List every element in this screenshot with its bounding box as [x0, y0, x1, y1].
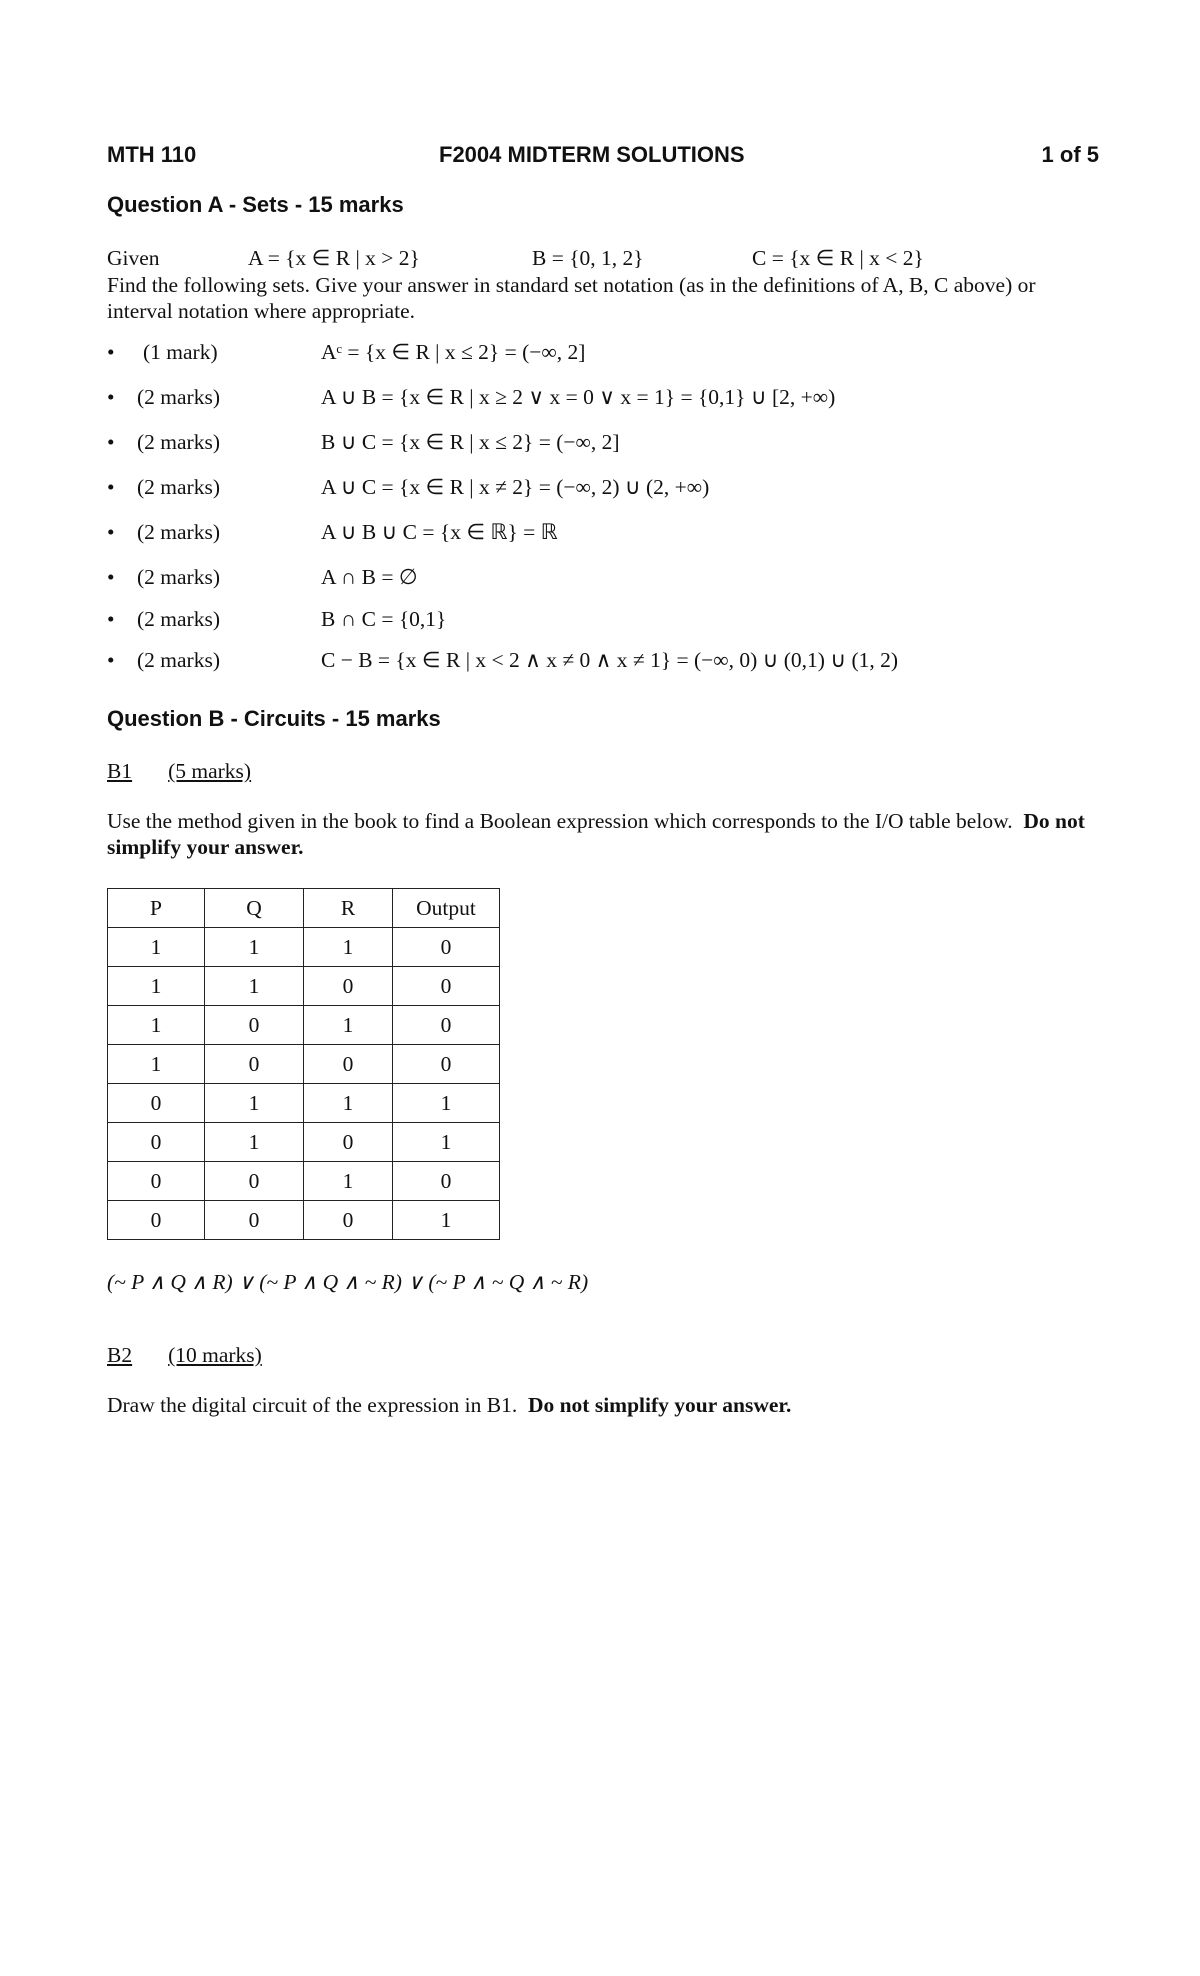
table-row: [108, 1123, 500, 1162]
table-cell: 1: [393, 1123, 500, 1162]
table-cell: 0: [205, 1162, 304, 1201]
column-header: R: [304, 889, 393, 928]
table-header-row: [108, 889, 500, 928]
table-cell: 0: [108, 1123, 205, 1162]
b1-answer-expression: (~ P ∧ Q ∧ R) ∨ (~ P ∧ Q ∧ ~ R) ∨ (~ P ∧ ~ Q ∧ ~ R): [107, 1270, 589, 1294]
table-cell: 0: [393, 928, 500, 967]
table-cell: 0: [108, 1162, 205, 1201]
list-item: [107, 607, 1099, 637]
list-item: [107, 430, 1099, 460]
list-item: [107, 565, 1099, 595]
bullet-icon: •: [107, 565, 115, 589]
io-table: [107, 888, 500, 1240]
table-cell: 1: [304, 1084, 393, 1123]
column-header: Q: [205, 889, 304, 928]
page-header: [107, 142, 1099, 172]
table-cell: 0: [393, 1006, 500, 1045]
bullet-icon: •: [107, 648, 115, 672]
item-answer: B ∩ C = {0,1}: [321, 607, 447, 631]
course-code: MTH 110: [107, 142, 197, 167]
item-marks: (2 marks): [137, 430, 220, 454]
b1-instructions: [107, 808, 1099, 860]
table-cell: 0: [205, 1045, 304, 1084]
item-marks: (2 marks): [137, 607, 220, 631]
table-cell: 0: [304, 1045, 393, 1084]
column-header: Output: [393, 889, 500, 928]
list-item: [107, 648, 1099, 678]
given-sets: [107, 246, 1099, 274]
column-header: P: [108, 889, 205, 928]
given-label: Given: [107, 246, 160, 270]
table-cell: 1: [205, 1084, 304, 1123]
table-cell: 1: [304, 928, 393, 967]
table-row: [108, 1162, 500, 1201]
table-cell: 0: [393, 1045, 500, 1084]
item-marks: (1 mark): [143, 340, 218, 364]
table-cell: 0: [205, 1006, 304, 1045]
bullet-icon: •: [107, 475, 115, 499]
b2-text: Draw the digital circuit of the expression in B1.: [107, 1393, 518, 1417]
b1-marks: (5 marks): [168, 759, 252, 783]
table-row: [108, 928, 500, 967]
item-answer: C − B = {x ∈ R | x < 2 ∧ x ≠ 0 ∧ x ≠ 1} = (−∞, 0) ∪ (0,1) ∪ (1, 2): [321, 648, 899, 672]
item-answer: A ∩ B = ∅: [321, 565, 418, 589]
table-cell: 1: [108, 928, 205, 967]
b1-emphasis: Do not simplify your answer.: [107, 809, 1085, 859]
item-answer: B ∪ C = {x ∈ R | x ≤ 2} = (−∞, 2]: [321, 430, 620, 454]
table-cell: 1: [393, 1084, 500, 1123]
question-b-title: Question B - Circuits - 15 marks: [107, 706, 441, 731]
list-item: [107, 475, 1099, 505]
item-answer: A ∪ B ∪ C = {x ∈ ℝ} = ℝ: [321, 520, 558, 544]
table-cell: 1: [304, 1006, 393, 1045]
table-row: [108, 1201, 500, 1240]
set-a-definition: A = {x ∈ R | x > 2}: [248, 246, 420, 270]
set-c-definition: C = {x ∈ R | x < 2}: [752, 246, 924, 270]
table-cell: 0: [393, 967, 500, 1006]
bullet-icon: •: [107, 340, 115, 364]
b1-heading: [107, 758, 251, 784]
question-a-title: Question A - Sets - 15 marks: [107, 192, 404, 217]
list-item: [107, 520, 1099, 550]
item-marks: (2 marks): [137, 520, 220, 544]
table-cell: 1: [108, 1045, 205, 1084]
item-answer: A ∪ C = {x ∈ R | x ≠ 2} = (−∞, 2) ∪ (2, +∞): [321, 475, 710, 499]
item-answer: A ∪ B = {x ∈ R | x ≥ 2 ∨ x = 0 ∨ x = 1} = {0,1} ∪ [2, +∞): [321, 385, 836, 409]
item-marks: (2 marks): [137, 565, 220, 589]
table-cell: 0: [393, 1162, 500, 1201]
table-cell: 1: [304, 1162, 393, 1201]
table-cell: 0: [304, 967, 393, 1006]
table-row: [108, 1084, 500, 1123]
table-cell: 1: [393, 1201, 500, 1240]
table-cell: 0: [108, 1201, 205, 1240]
table-row: [108, 967, 500, 1006]
item-marks: (2 marks): [137, 648, 220, 672]
b2-emphasis: Do not simplify your answer.: [527, 1393, 792, 1417]
b2-marks: (10 marks): [168, 1343, 262, 1367]
table-row: [108, 1045, 500, 1084]
table-cell: 0: [108, 1084, 205, 1123]
bullet-icon: •: [107, 385, 115, 409]
b2-instructions: [107, 1392, 1099, 1418]
table-cell: 0: [304, 1123, 393, 1162]
list-item: [107, 385, 1099, 415]
table-cell: 0: [205, 1201, 304, 1240]
item-marks: (2 marks): [137, 475, 220, 499]
set-b-definition: B = {0, 1, 2}: [532, 246, 644, 270]
table-cell: 0: [304, 1201, 393, 1240]
item-answer: Aᶜ = {x ∈ R | x ≤ 2} = (−∞, 2]: [321, 340, 586, 364]
table-cell: 1: [205, 967, 304, 1006]
document-title: F2004 MIDTERM SOLUTIONS: [439, 142, 745, 167]
item-marks: (2 marks): [137, 385, 220, 409]
list-item: [107, 340, 1099, 370]
bullet-icon: •: [107, 430, 115, 454]
b2-heading: [107, 1342, 262, 1368]
table-row: [108, 1006, 500, 1045]
table-cell: 1: [108, 1006, 205, 1045]
b1-label: B1: [107, 759, 133, 783]
bullet-icon: •: [107, 607, 115, 631]
bullet-icon: •: [107, 520, 115, 544]
b2-label: B2: [107, 1343, 133, 1367]
b1-text: Use the method given in the book to find a Boolean expression which corresponds to the I/O table below.: [107, 809, 1013, 833]
table-cell: 1: [205, 1123, 304, 1162]
table-cell: 1: [108, 967, 205, 1006]
question-a-instructions: Find the following sets. Give your answer in standard set notation (as in the definitions of A, B, C above) or interval notation where appropriate.: [107, 273, 1036, 323]
table-cell: 1: [205, 928, 304, 967]
page-number: 1 of 5: [1041, 142, 1099, 167]
